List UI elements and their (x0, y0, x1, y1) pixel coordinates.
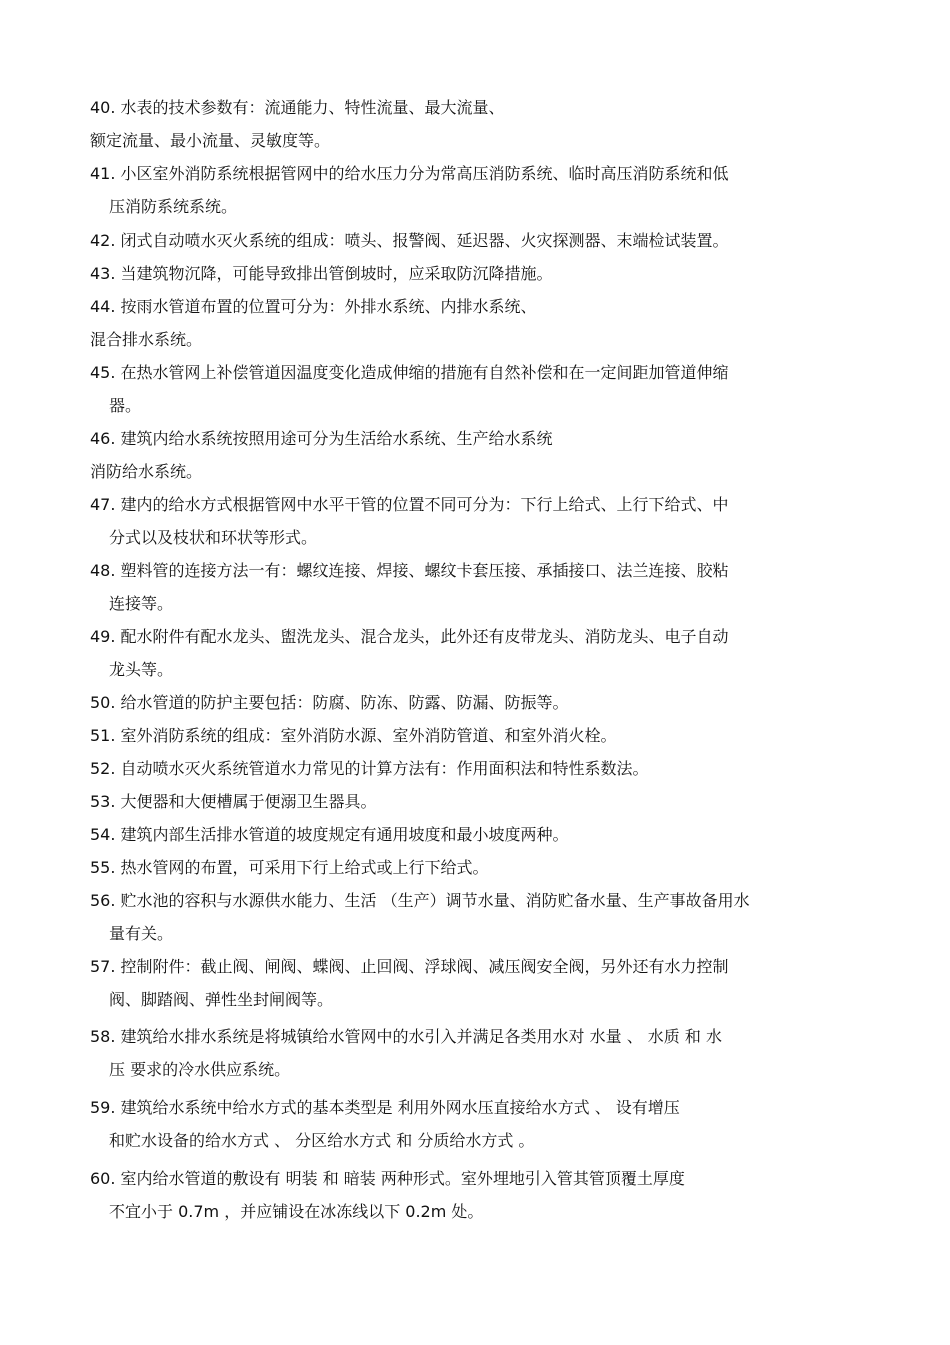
q50-line1: 50. 给水管道的防护主要包括：防腐、防冻、防露、防漏、防振等。 (90, 693, 569, 712)
q49-line1: 49. 配水附件有配水龙头、盥洗龙头、混合龙头，此外还有皮带龙头、消防龙头、电子自动 (90, 627, 729, 646)
q44-line1: 44. 按雨水管道布置的位置可分为：外排水系统、内排水系统、 (90, 297, 537, 316)
q53-line1: 53. 大便器和大便槽属于便溺卫生器具。 (90, 792, 377, 811)
q54-line1: 54. 建筑内部生活排水管道的坡度规定有通用坡度和最小坡度两种。 (90, 825, 569, 844)
q48-line2: 连接等。 (109, 594, 174, 613)
q46-line1: 46. 建筑内给水系统按照用途可分为生活给水系统、生产给水系统 (90, 429, 553, 448)
q59-line1: 59. 建筑给水系统中给水方式的基本类型是 利用外网水压直接给水方式 、 设有增压 (90, 1098, 680, 1117)
q58-line2: 压 要求的冷水供应系统。 (109, 1060, 291, 1079)
q41-line1: 41. 小区室外消防系统根据管网中的给水压力分为常高压消防系统、临时高压消防系统和低 (90, 164, 729, 183)
q40-line1: 40. 水表的技术参数有：流通能力、特性流量、最大流量、 (90, 98, 505, 117)
q56-line1: 56. 贮水池的容积与水源供水能力、生活 （生产）调节水量、消防贮备水量、生产事故备用水 (90, 891, 750, 910)
q60-line2: 不宜小于 0.7m ，并应铺设在冰冻线以下 0.2m 处。 (109, 1202, 484, 1221)
q47-line2: 分式以及枝状和环状等形式。 (109, 528, 318, 547)
q51-line1: 51. 室外消防系统的组成：室外消防水源、室外消防管道、和室外消火栓。 (90, 726, 617, 745)
q57-line1: 57. 控制附件：截止阀、闸阀、蝶阀、止回阀、浮球阀、减压阀安全阀，另外还有水力控制 (90, 957, 729, 976)
q41-line2: 压消防系统系统。 (109, 197, 238, 216)
q55-line1: 55. 热水管网的布置，可采用下行上给式或上行下给式。 (90, 858, 489, 877)
q43-line1: 43. 当建筑物沉降，可能导致排出管倒坡时，应采取防沉降措施。 (90, 264, 553, 283)
q60-line1: 60. 室内给水管道的敷设有 明装 和 暗装 两种形式。室外埋地引入管其管顶覆土厚度 (90, 1169, 685, 1188)
q57-line2: 阀、脚踏阀、弹性坐封闸阀等。 (109, 990, 334, 1009)
q59-line2: 和贮水设备的给水方式 、 分区给水方式 和 分质给水方式 。 (109, 1131, 535, 1150)
q42-line1: 42. 闭式自动喷水灭火系统的组成：喷头、报警阀、延迟器、火灾探测器、末端检试装置。 (90, 231, 729, 250)
q48-line1: 48. 塑料管的连接方法一有：螺纹连接、焊接、螺纹卡套压接、承插接口、法兰连接、胶粘 (90, 561, 729, 580)
q56-line2: 量有关。 (109, 924, 174, 943)
q45-line2: 器。 (109, 396, 142, 415)
q46-line2: 消防给水系统。 (90, 462, 203, 481)
q47-line1: 47. 建内的给水方式根据管网中水平干管的位置不同可分为：下行上给式、上行下给式、中 (90, 495, 729, 514)
q52-line1: 52. 自动喷水灭火系统管道水力常见的计算方法有：作用面积法和特性系数法。 (90, 759, 649, 778)
q40-line2: 额定流量、最小流量、灵敏度等。 (90, 131, 331, 150)
q44-line2: 混合排水系统。 (90, 330, 203, 349)
q58-line1: 58. 建筑给水排水系统是将城镇给水管网中的水引入并满足各类用水对 水量 、 水质 和 水 (90, 1027, 722, 1046)
q49-line2: 龙头等。 (109, 660, 174, 679)
q45-line1: 45. 在热水管网上补偿管道因温度变化造成伸缩的措施有自然补偿和在一定间距加管道伸缩 (90, 363, 729, 382)
